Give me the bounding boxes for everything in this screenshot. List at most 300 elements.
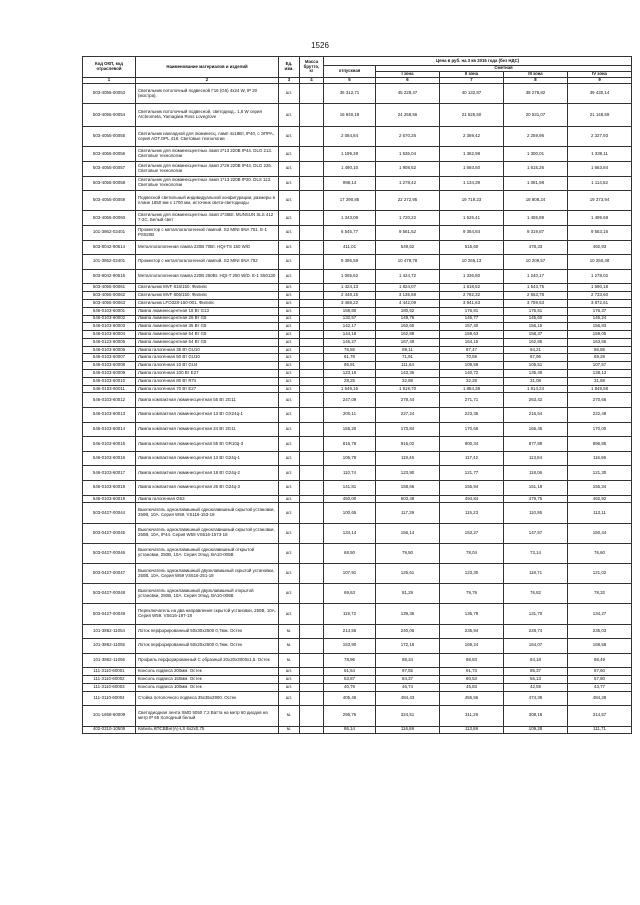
cell-price: 159,05 bbox=[568, 331, 632, 339]
cell-name: Лампа компактная люминесцентная 13 Вт G24q-1 bbox=[136, 451, 279, 466]
cell-price: 479,75 bbox=[504, 495, 568, 503]
cell-price: 146,27 bbox=[324, 338, 376, 346]
col-num-9: 9 bbox=[568, 78, 632, 84]
cell-price: 877,89 bbox=[504, 437, 568, 452]
table-row bbox=[83, 346, 632, 354]
table-row bbox=[83, 604, 632, 624]
cell-mass bbox=[300, 370, 324, 378]
cell-mass bbox=[300, 408, 324, 423]
cell-code: 503-8042-90515 bbox=[83, 269, 136, 284]
cell-name: Лампа люминесцентная 26 Вт G5 bbox=[136, 315, 279, 323]
table-row bbox=[83, 377, 632, 385]
table-row bbox=[83, 706, 632, 726]
cell-price: 9 319,87 bbox=[504, 225, 568, 240]
cell-price: 100,65 bbox=[324, 503, 376, 523]
cell-code: 503-4055-00056 bbox=[83, 147, 136, 162]
cell-code: 546-0103-60006 bbox=[83, 346, 136, 354]
cell-mass bbox=[300, 354, 324, 362]
cell-code: 101-3862-11055 bbox=[83, 639, 136, 654]
cell-mass bbox=[300, 269, 324, 284]
cell-code: 503-4055-00058 bbox=[83, 176, 136, 191]
cell-name: Лампа галогенная 80 Вт R7s bbox=[136, 377, 279, 385]
table-row bbox=[83, 523, 632, 543]
cell-name: Лампа компактная люминесцентная 18 Вт G24q-2 bbox=[136, 466, 279, 481]
cell-mass bbox=[300, 639, 324, 654]
cell-unit: шт. bbox=[279, 255, 300, 270]
cell-price: 87,47 bbox=[440, 346, 504, 354]
cell-price: 86,83 bbox=[440, 653, 504, 668]
cell-name: Лампа компактная люминесцентная 26 Вт G24q-3 bbox=[136, 481, 279, 496]
cell-price: 1 199,28 bbox=[324, 147, 376, 162]
cell-code: 111-3110-60002 bbox=[83, 676, 136, 684]
header-zone-2: II зона bbox=[440, 72, 504, 78]
cell-price: 91,73 bbox=[440, 668, 504, 676]
cell-mass bbox=[300, 323, 324, 331]
cell-unit: шт. bbox=[279, 191, 300, 211]
cell-price: 24 258,56 bbox=[376, 104, 440, 127]
table-row bbox=[83, 653, 632, 668]
cell-name: Лампа люминесцентная 35 Вт G5 bbox=[136, 323, 279, 331]
cell-price: 3 941,63 bbox=[440, 299, 504, 307]
table-row bbox=[83, 683, 632, 691]
cell-code: 503-4055-00054 bbox=[83, 104, 136, 127]
cell-unit: шт. bbox=[279, 269, 300, 284]
cell-price: 1 240,17 bbox=[504, 269, 568, 284]
page-number: 1526 bbox=[311, 41, 329, 50]
cell-price: 494,84 bbox=[440, 495, 504, 503]
table-row bbox=[83, 240, 632, 255]
table-row bbox=[83, 668, 632, 676]
cell-price: 3 872,61 bbox=[568, 299, 632, 307]
cell-price: 156,14 bbox=[376, 523, 440, 543]
cell-code: 503-4055-00057 bbox=[83, 161, 136, 176]
cell-price: 314,57 bbox=[568, 706, 632, 726]
cell-unit: шт. bbox=[279, 370, 300, 378]
cell-price: 1 919,70 bbox=[376, 385, 440, 393]
cell-code: 503-0427-00045 bbox=[83, 523, 136, 543]
cell-price: 816,78 bbox=[324, 437, 376, 452]
cell-price: 79,50 bbox=[376, 543, 440, 563]
cell-price: 17 390,85 bbox=[324, 191, 376, 211]
cell-price: 16 940,18 bbox=[324, 104, 376, 127]
cell-price: 170,00 bbox=[568, 422, 632, 437]
cell-code: 111-3110-60001 bbox=[83, 668, 136, 676]
table-row bbox=[83, 385, 632, 393]
cell-unit: шт. bbox=[279, 584, 300, 604]
table-row bbox=[83, 624, 632, 639]
cell-price: 156,83 bbox=[568, 323, 632, 331]
table-row bbox=[83, 255, 632, 270]
table-row bbox=[83, 292, 632, 300]
cell-price: 167,49 bbox=[376, 338, 440, 346]
cell-name: Прожектор с металлогалогенной лампой. S2 MINI 5NA 751. E-1 PS020B bbox=[136, 225, 279, 240]
header-unit: Ед. изм. bbox=[279, 57, 300, 78]
cell-code: 503-4055-00063 bbox=[83, 299, 136, 307]
cell-code: 111-3110-60003 bbox=[83, 683, 136, 691]
cell-name: Лампа галогенная 100 Вт E27 bbox=[136, 370, 279, 378]
cell-unit: шт. bbox=[279, 127, 300, 147]
cell-price: 106,78 bbox=[324, 451, 376, 466]
table-body bbox=[83, 84, 632, 734]
cell-price: 1 615,26 bbox=[504, 161, 568, 176]
cell-unit: шт. bbox=[279, 315, 300, 323]
cell-price: 151,18 bbox=[504, 481, 568, 496]
table-row bbox=[83, 147, 632, 162]
cell-price: 123,30 bbox=[440, 563, 504, 583]
cell-mass bbox=[300, 84, 324, 104]
cell-mass bbox=[300, 604, 324, 624]
cell-price: 10 250,48 bbox=[568, 255, 632, 270]
cell-unit: шт. bbox=[279, 307, 300, 315]
cell-code: 546-0103-60016 bbox=[83, 451, 136, 466]
cell-mass bbox=[300, 393, 324, 408]
cell-unit: шт. bbox=[279, 523, 300, 543]
cell-name: Выключатель одноклавишный одноклавишный скрытой установки, 250В, 10А, IP44. Серия W59 VS616-1573-18 bbox=[136, 523, 279, 543]
cell-price: 155,94 bbox=[440, 481, 504, 496]
cell-unit: шт. bbox=[279, 466, 300, 481]
cell-name: Кабель КПСВВнг(А)-LS 6х2х0,75 bbox=[136, 726, 279, 734]
cell-price: 998,14 bbox=[324, 176, 376, 191]
cell-unit: м. bbox=[279, 726, 300, 734]
cell-price: 134,27 bbox=[568, 604, 632, 624]
cell-unit: шт. bbox=[279, 495, 300, 503]
table-row bbox=[83, 393, 632, 408]
cell-code: 101-3862-11056 bbox=[83, 653, 136, 668]
cell-price: 31,68 bbox=[568, 377, 632, 385]
cell-price: 121,02 bbox=[568, 563, 632, 583]
cell-mass bbox=[300, 584, 324, 604]
table-row bbox=[83, 127, 632, 147]
cell-price: 109,59 bbox=[440, 362, 504, 370]
cell-price: 1 065,62 bbox=[324, 269, 376, 284]
cell-price: 10 209,57 bbox=[504, 255, 568, 270]
cell-price: 84,21 bbox=[504, 346, 568, 354]
cell-price: 162,85 bbox=[504, 338, 568, 346]
cell-mass bbox=[300, 495, 324, 503]
cell-price: 324,51 bbox=[376, 706, 440, 726]
cell-price: 1 618,52 bbox=[440, 284, 504, 292]
cell-mass bbox=[300, 240, 324, 255]
cell-code: 503-4055-00053 bbox=[83, 84, 136, 104]
table-row bbox=[83, 225, 632, 240]
cell-price: 180,52 bbox=[376, 307, 440, 315]
cell-price: 61,78 bbox=[324, 354, 376, 362]
cell-price: 9 364,84 bbox=[440, 225, 504, 240]
cell-unit: шт. bbox=[279, 240, 300, 255]
cell-unit: шт. bbox=[279, 211, 300, 226]
cell-price: 111,64 bbox=[376, 362, 440, 370]
cell-name: Лоток перфорированный 50х30х2500 0,7мм. Остек bbox=[136, 624, 279, 639]
cell-unit: шт. bbox=[279, 385, 300, 393]
header-retail: отпускная bbox=[324, 66, 376, 78]
cell-code: 503-0427-00046 bbox=[83, 543, 136, 563]
cell-price: 6 545,77 bbox=[324, 225, 376, 240]
header-zone-4: IV зона bbox=[568, 72, 632, 78]
cell-price: 32,28 bbox=[440, 377, 504, 385]
cell-price: 18 808,24 bbox=[504, 191, 568, 211]
cell-price: 87,60 bbox=[568, 668, 632, 676]
cell-code: 546-0103-60002 bbox=[83, 315, 136, 323]
cell-price: 42,59 bbox=[504, 683, 568, 691]
cell-price: 159,80 bbox=[324, 307, 376, 315]
cell-price: 10 265,13 bbox=[440, 255, 504, 270]
cell-price: 78,96 bbox=[324, 653, 376, 668]
cell-code: 101-3862-11054 bbox=[83, 624, 136, 639]
cell-code: 546-0103-60012 bbox=[83, 393, 136, 408]
table-row bbox=[83, 191, 632, 211]
table-row bbox=[83, 451, 632, 466]
cell-price: 1 362,98 bbox=[440, 147, 504, 162]
cell-unit: шт. bbox=[279, 161, 300, 176]
cell-price: 164,07 bbox=[504, 639, 568, 654]
cell-price: 53,87 bbox=[324, 676, 376, 684]
cell-price: 138,13 bbox=[568, 370, 632, 378]
cell-price: 86,85 bbox=[568, 346, 632, 354]
cell-mass bbox=[300, 338, 324, 346]
cell-name: Лампа компактная люминесцентная 55 Вт GR10q-3 bbox=[136, 437, 279, 452]
cell-mass bbox=[300, 346, 324, 354]
table-row bbox=[83, 495, 632, 503]
table-row bbox=[83, 176, 632, 191]
table-row bbox=[83, 269, 632, 284]
cell-price: 484,28 bbox=[568, 691, 632, 706]
cell-price: 216,54 bbox=[504, 408, 568, 423]
cell-price: 549,52 bbox=[376, 240, 440, 255]
cell-price: 515,60 bbox=[440, 240, 504, 255]
cell-price: 492,93 bbox=[568, 240, 632, 255]
cell-unit: шт. bbox=[279, 225, 300, 240]
cell-price: 1 278,42 bbox=[376, 176, 440, 191]
cell-price: 175,51 bbox=[504, 307, 568, 315]
cell-mass bbox=[300, 307, 324, 315]
cell-price: 411,01 bbox=[324, 240, 376, 255]
cell-price: 40,79 bbox=[324, 683, 376, 691]
cell-price: 160,60 bbox=[376, 323, 440, 331]
cell-name: Лампа галогенная 50 Вт GU10 bbox=[136, 354, 279, 362]
cell-code: 101-1658-60009 bbox=[83, 706, 136, 726]
cell-name: Консоль подвеса 200мм. Остек bbox=[136, 668, 279, 676]
table-row bbox=[83, 362, 632, 370]
cell-price: 222,48 bbox=[568, 408, 632, 423]
cell-price: 1 824,07 bbox=[376, 284, 440, 292]
cell-price: 71,91 bbox=[376, 354, 440, 362]
cell-price: 111,71 bbox=[568, 726, 632, 734]
header-mass: Масса брутто, кг bbox=[300, 57, 324, 78]
cell-code: 503-0427-00047 bbox=[83, 563, 136, 583]
cell-name: Светильник для люминесцентных ламп 2*36Вт. MUNSUN SLS 412 7-2C. Белый свет bbox=[136, 211, 279, 226]
cell-code: 546-0103-60010 bbox=[83, 377, 136, 385]
cell-unit: шт. bbox=[279, 437, 300, 452]
cell-price: 492,92 bbox=[568, 495, 632, 503]
cell-price: 119,72 bbox=[324, 604, 376, 624]
cell-price: 2 733,60 bbox=[568, 292, 632, 300]
cell-code: 503-0427-00049 bbox=[83, 604, 136, 624]
cell-price: 2 084,84 bbox=[324, 127, 376, 147]
cell-code: 546-0123-60005 bbox=[83, 338, 136, 346]
cell-price: 40 132,87 bbox=[440, 84, 504, 104]
cell-price: 123,16 bbox=[324, 370, 376, 378]
cell-name: Светильник MVF 606/150. Филипс bbox=[136, 292, 279, 300]
cell-price: 20 531,07 bbox=[504, 104, 568, 127]
cell-price: 19 373,94 bbox=[568, 191, 632, 211]
cell-mass bbox=[300, 503, 324, 523]
cell-unit: шт. bbox=[279, 691, 300, 706]
cell-unit: шт. bbox=[279, 422, 300, 437]
cell-name: Выключатель одноклавишный одноклавишный открытой установки, 250В, 10А. Серия Этюд. ВА10-005В bbox=[136, 543, 279, 563]
cell-price: 450,00 bbox=[324, 495, 376, 503]
cell-name: Светильник потолочный подвесной, светодиод., 1,6 W серия Arcbrometa, Yamagiwa Ross Lovegrove bbox=[136, 104, 279, 127]
cell-unit: м. bbox=[279, 639, 300, 654]
cell-price: 247,09 bbox=[324, 393, 376, 408]
header-zone-3: III зона bbox=[504, 72, 568, 78]
cell-price: 43,77 bbox=[568, 683, 632, 691]
cell-price: 176,91 bbox=[440, 307, 504, 315]
cell-mass bbox=[300, 377, 324, 385]
cell-price: 143,36 bbox=[376, 370, 440, 378]
cell-price: 134,14 bbox=[324, 523, 376, 543]
col-num-3: 3 bbox=[279, 78, 300, 84]
cell-code: 503-0427-00048 bbox=[83, 584, 136, 604]
cell-price: 141,81 bbox=[324, 481, 376, 496]
cell-price: 145,60 bbox=[504, 315, 568, 323]
cell-price: 159,63 bbox=[440, 331, 504, 339]
cell-name: Металлогалогенная лампа 220В 70Вт. HQI-TS 150 W/D bbox=[136, 240, 279, 255]
cell-price: 1 649,16 bbox=[324, 385, 376, 393]
table-row bbox=[83, 437, 632, 452]
cell-price: 139,36 bbox=[376, 604, 440, 624]
cell-price: 1 300,01 bbox=[504, 147, 568, 162]
cell-unit: шт. bbox=[279, 676, 300, 684]
cell-price: 107,91 bbox=[324, 563, 376, 583]
cell-code: 546-0103-60018 bbox=[83, 481, 136, 496]
cell-price: 455,56 bbox=[440, 691, 504, 706]
col-num-5: 5 bbox=[324, 78, 376, 84]
cell-price: 84,18 bbox=[504, 653, 568, 668]
cell-price: 19 719,23 bbox=[440, 191, 504, 211]
cell-unit: шт. bbox=[279, 338, 300, 346]
cell-price: 163,56 bbox=[568, 338, 632, 346]
cell-price: 140,72 bbox=[440, 370, 504, 378]
cell-price: 478,33 bbox=[504, 240, 568, 255]
cell-unit: шт. bbox=[279, 503, 300, 523]
cell-price: 149,76 bbox=[376, 315, 440, 323]
cell-price: 474,39 bbox=[504, 691, 568, 706]
cell-price: 2 653,78 bbox=[504, 292, 568, 300]
cell-mass bbox=[300, 422, 324, 437]
cell-price: 110,74 bbox=[324, 466, 376, 481]
cell-name: Лампа компактная люминесцентная 55 Вт 2G11 bbox=[136, 393, 279, 408]
cell-price: 147,57 bbox=[504, 523, 568, 543]
cell-price: 113,11 bbox=[568, 503, 632, 523]
cell-price: 235,03 bbox=[568, 624, 632, 639]
cell-price: 278,44 bbox=[376, 393, 440, 408]
cell-price: 2 782,32 bbox=[440, 292, 504, 300]
cell-price: 10 478,78 bbox=[376, 255, 440, 270]
cell-unit: м. bbox=[279, 624, 300, 639]
cell-price: 162,88 bbox=[376, 331, 440, 339]
cell-code: 546-0103-60001 bbox=[83, 307, 136, 315]
cell-price: 2 369,42 bbox=[440, 127, 504, 147]
cell-price: 164,15 bbox=[440, 338, 504, 346]
cell-unit: шт. bbox=[279, 84, 300, 104]
cell-price: 9 561,52 bbox=[376, 225, 440, 240]
cell-price: 76,60 bbox=[568, 543, 632, 563]
cell-code: 101-3862-02401 bbox=[83, 255, 136, 270]
cell-price: 118,06 bbox=[504, 466, 568, 481]
cell-price: 484,43 bbox=[376, 691, 440, 706]
cell-name: Выключатель одноклавишный одноклавишный скрытой установки, 250В, 10А. Серия W59. VS116-153-18 bbox=[136, 503, 279, 523]
cell-price: 9 395,59 bbox=[324, 255, 376, 270]
table-row bbox=[83, 323, 632, 331]
cell-price: 503,49 bbox=[376, 495, 440, 503]
table-row bbox=[83, 370, 632, 378]
cell-code: 546-0103-60013 bbox=[83, 408, 136, 423]
cell-price: 2 259,96 bbox=[504, 127, 568, 147]
cell-price: 28,25 bbox=[324, 377, 376, 385]
cell-price: 1 693,50 bbox=[440, 161, 504, 176]
cell-price: 117,39 bbox=[376, 503, 440, 523]
cell-price: 31,08 bbox=[504, 377, 568, 385]
table-row bbox=[83, 307, 632, 315]
cell-price: 228,74 bbox=[504, 624, 568, 639]
cell-price: 165,45 bbox=[504, 422, 568, 437]
cell-unit: шт. bbox=[279, 362, 300, 370]
cell-unit: шт. bbox=[279, 377, 300, 385]
cell-price: 1 499,68 bbox=[568, 211, 632, 226]
cell-price: 110,95 bbox=[504, 503, 568, 523]
cell-mass bbox=[300, 362, 324, 370]
cell-price: 223,35 bbox=[440, 408, 504, 423]
cell-price: 113,84 bbox=[504, 451, 568, 466]
cell-mass bbox=[300, 706, 324, 726]
cell-price: 125,61 bbox=[376, 563, 440, 583]
cell-price: 1 081,98 bbox=[504, 176, 568, 191]
cell-code: 111-3110-60004 bbox=[83, 691, 136, 706]
cell-price: 155,34 bbox=[568, 481, 632, 496]
cell-unit: шт. bbox=[279, 331, 300, 339]
cell-price: 153,90 bbox=[324, 639, 376, 654]
cell-code: 546-0103-60015 bbox=[83, 437, 136, 452]
cell-price: 131,70 bbox=[504, 604, 568, 624]
header-code: Код ОКП, код отраслевой bbox=[83, 57, 136, 78]
cell-price: 22 272,95 bbox=[376, 191, 440, 211]
cell-price: 88,34 bbox=[376, 653, 440, 668]
cell-code: 503-4055-00061 bbox=[83, 284, 136, 292]
cell-price: 86,49 bbox=[568, 653, 632, 668]
cell-price: 176,37 bbox=[568, 307, 632, 315]
table-row bbox=[83, 104, 632, 127]
cell-code: 503-8042-90514 bbox=[83, 240, 136, 255]
cell-price: 39 430,14 bbox=[568, 84, 632, 104]
cell-mass bbox=[300, 466, 324, 481]
cell-price: 132,57 bbox=[324, 315, 376, 323]
cell-price: 142,17 bbox=[324, 323, 376, 331]
cell-name: Профиль перфорированный С образный 20х20х3000х1,5. Остек bbox=[136, 653, 279, 668]
cell-price: 157,40 bbox=[440, 323, 504, 331]
cell-price: 113,69 bbox=[440, 726, 504, 734]
cell-price: 45,83 bbox=[440, 683, 504, 691]
cell-price: 1 134,39 bbox=[440, 176, 504, 191]
cell-price: 117,42 bbox=[440, 451, 504, 466]
cell-mass bbox=[300, 676, 324, 684]
table-row bbox=[83, 354, 632, 362]
cell-unit: шт. bbox=[279, 408, 300, 423]
cell-price: 311,29 bbox=[440, 706, 504, 726]
cell-price: 2 448,15 bbox=[324, 292, 376, 300]
cell-price: 144,18 bbox=[324, 331, 376, 339]
cell-price: 95,91 bbox=[324, 362, 376, 370]
cell-unit: шт. bbox=[279, 563, 300, 583]
